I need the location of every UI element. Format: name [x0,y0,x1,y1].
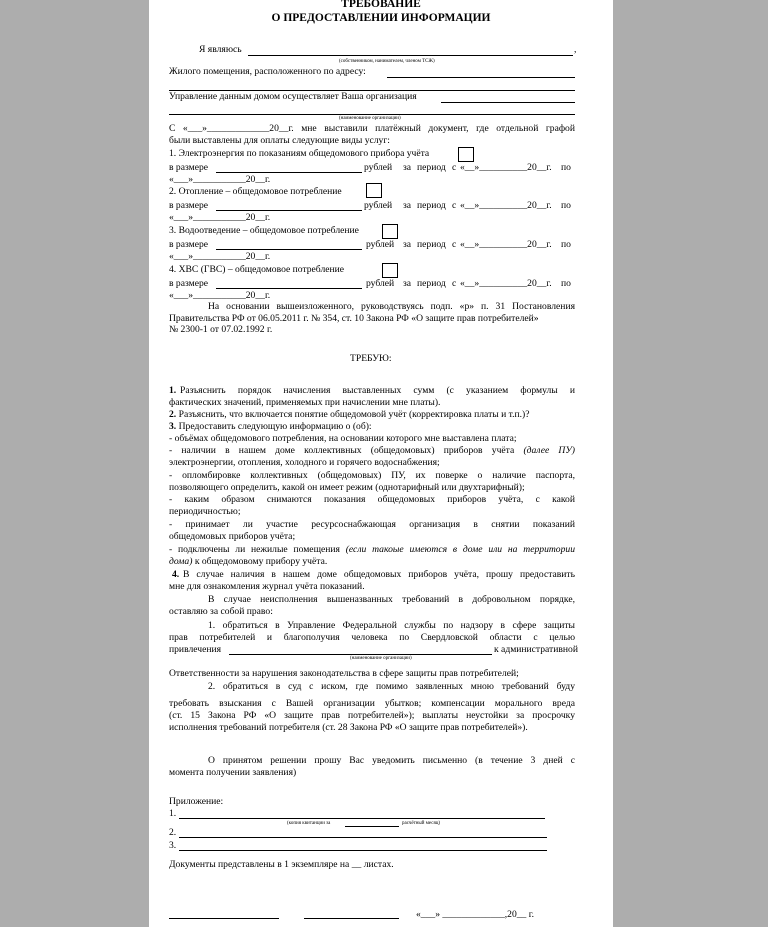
service-3-date-end[interactable]: «___»___________20__г. [169,251,271,262]
bullet-2-line-2: электроэнергии, отопления, холодного и горячего водоснабжения; [169,457,440,468]
appendix-2-line[interactable] [179,837,547,838]
comma: , [574,44,577,55]
right-2-line-4: исполнения требований потребителя (ст. 28 Закона РФ «О защите прав потребителей»). [169,722,528,733]
demand-2-text: Разъяснить, что включается понятие общедомовой учёт (корректировка платы и т.п.)? [178,409,530,420]
bullet-6-line-2 [169,556,327,568]
right-1-line-1: 1. обратиться в Управление Федеральной службы по надзору в сфере защиты [208,620,575,631]
document-title-line2: О ПРЕДОСТАВЛЕНИИ ИНФОРМАЦИИ [271,12,491,24]
address-label: Жилого помещения, расположенного по адресу: [169,66,366,77]
service-1-date-start[interactable]: «__»__________20__г. [460,162,552,173]
org-hint: (наименование организации) [339,116,401,121]
service-4-v-razmere: в размере [169,278,209,289]
service-2-za: за [403,200,412,211]
demand-1-text-1: Разъяснить порядок начисления выставленных сумм (с указанием формулы и [180,385,575,396]
appendix-copies: Документы представлены в 1 экземпляре на __ листах. [169,859,394,870]
service-1-amount-line[interactable] [216,172,362,173]
service-4-s: с [452,278,457,289]
demand-3-number: 3. [169,421,177,432]
service-2-date-start[interactable]: «__»__________20__г. [460,200,552,211]
rights-line-1: В случае неисполнения вышеназванных требований в добровольном порядке, [208,594,575,605]
address-line-1[interactable] [387,77,575,78]
s-date-line: С «___»_____________20__г. мне выставили платёжный документ, где отдельной графой [169,123,575,134]
service-3-za: за [403,239,412,250]
ya-yavlyayus-label: Я являюсь [199,44,242,55]
right-1-privlecheniya: привлечения [169,644,222,655]
service-2-s: с [452,200,457,211]
document-title-line1: ТРЕБОВАНИЕ [341,0,421,10]
service-4-date-end[interactable]: «___»___________20__г. [169,290,271,301]
service-2-checkbox[interactable] [366,183,382,198]
management-line-2[interactable] [169,114,575,115]
service-4-checkbox[interactable] [382,263,398,278]
right-2-line-1: 2. обратиться в суд с иском, где помимо заявленных мною требований буду [208,681,575,692]
notice-line-2: момента получении заявления) [169,767,297,778]
service-4-po: по [561,278,571,289]
signature-date[interactable]: «___» _____________,20__ г. [416,909,534,920]
bullet-3-line-1: - опломбировке коллективных (общедомовых) ПУ, их поверке о наличие паспорта, [169,470,575,481]
bullet-5-line-1: - принимает ли участие ресурсоснабжающая организация в снятии показаний [169,519,575,530]
service-3-po: по [561,239,571,250]
management-line-1[interactable] [441,102,575,103]
demand-4-text-1: В случае наличия в нашем доме общедомовых приборов учёта, прошу предоставить [183,569,575,580]
bullet-2-text: - наличии в нашем доме коллективных (общедомовых) приборов учёта [169,445,515,456]
service-4-rubley: рублей [366,278,395,289]
service-4-amount-line[interactable] [216,288,362,289]
bullet-5-line-2: общедомовых приборов учёта; [169,531,296,542]
demand-4-number-wrap [172,569,179,581]
demand-1-number: 1. [169,385,177,396]
appendix-2-number: 2. [169,827,177,838]
bullet-6-line-1 [169,544,575,556]
right-1-admin: к административной [494,644,578,655]
service-4-title: 4. ХВС (ГВС) – общедомовое потребление [169,264,345,275]
demand-2-line [169,409,530,421]
services-intro: были выставлены для оплаты следующие виды услуг: [169,135,390,146]
service-2-v-razmere: в размере [169,200,209,211]
appendix-1-number: 1. [169,808,177,819]
appendix-label: Приложение: [169,796,224,807]
appendix-1-hint-line [345,826,399,827]
right-1-org-line[interactable] [229,654,492,655]
appendix-1-line[interactable] [179,818,545,819]
service-4-period: период [417,278,446,289]
right-2-line-3: (ст. 15 Закона РФ «О защите прав потребителей»); выплаты неустойки за просрочку [169,710,575,721]
right-1-line-4: Ответственности за нарушения законодательства в сфере защиты прав потребителей; [169,668,519,679]
basis-line-2: Правительства РФ от 06.05.2011 г. № 354, ст. 10 Закона РФ «О защите прав потребителей» [169,313,539,324]
management-label: Управление данным домом осуществляет Ваша организация [169,91,417,102]
bullet-6-text-2: к общедомовому прибору учёта. [194,556,328,567]
appendix-3-line[interactable] [179,850,547,851]
service-1-po: по [561,162,571,173]
service-2-period: период [417,200,446,211]
service-3-checkbox[interactable] [382,224,398,239]
service-1-title: 1. Электроэнергия по показаниям общедомового прибора учёта [169,148,430,159]
name-line[interactable] [304,918,399,919]
rights-line-2: оставляю за собой право: [169,606,273,617]
demand-1-text-2: фактических значений, применяемых при начислении мне платы). [169,397,441,408]
service-1-v-razmere: в размере [169,162,209,173]
appendix-1-hint-b: расчётный месяц) [402,821,441,826]
demand-4-text-2: мне для ознакомления журнал учёта показаний. [169,581,365,592]
bullet-6-italic-2: дома) [169,556,193,567]
service-3-amount-line[interactable] [216,249,362,250]
bullet-6-text: - подключены ли нежилые помещения [169,544,340,555]
service-4-date-start[interactable]: «__»__________20__г. [460,278,552,289]
notice-line-1: О принятом решении прошу Вас уведомить письменно (в течение 3 дней с [208,755,575,766]
demand-2-number: 2. [169,409,177,420]
status-line[interactable] [248,55,573,56]
demand-heading: ТРЕБУЮ: [350,353,392,364]
service-4-za: за [403,278,412,289]
signature-line[interactable] [169,918,279,919]
demand-4-number: 4. [172,569,180,580]
bullet-6-italic: (если такоые имеются в доме или на территории [345,544,575,555]
bullet-4-line-1: - каким образом снимаются показания общедомовых приборов учёта, с какой [169,494,575,505]
service-1-checkbox[interactable] [458,147,474,162]
demand-1-line-1 [169,385,176,397]
service-3-title: 3. Водоотведение – общедомовое потребление [169,225,359,236]
right-2-line-2: требовать взыскания с Вашей организации убытков; компенсации морального вреда [169,698,575,709]
appendix-1-hint-a: (копия квитанции за [287,821,331,826]
basis-line-1: На основании вышеизложенного, руководствуясь подп. «р» п. 31 Постановления [208,301,575,312]
basis-line-3: № 2300-1 от 07.02.1992 г. [169,324,273,335]
document-page [149,0,613,927]
service-3-s: с [452,239,457,250]
service-2-date-end[interactable]: «___»___________20__г. [169,212,271,223]
right-1-org-hint: (наименование организации) [350,656,412,661]
service-3-date-start[interactable]: «__»__________20__г. [460,239,552,250]
appendix-3-number: 3. [169,840,177,851]
bullet-4-line-2: периодичностью; [169,506,241,517]
service-1-period: период [417,162,446,173]
service-3-period: период [417,239,446,250]
demand-3-text: Предоставить следующую информацию о (об): [178,421,372,432]
right-1-line-2: прав потребителей и благополучия человека по Свердловской области с целью [169,632,575,643]
bullet-1: - объёмах общедомового потребления, на основании которого мне выставлена плата; [169,433,517,444]
status-hint: (собственником, нанимателем, членом ТСЖ) [339,59,435,64]
bullet-3-line-2: позволяющего определить, какой он имеет режим (однотарифный или двухтарифный); [169,482,525,493]
service-3-rubley: рублей [366,239,395,250]
service-1-za: за [403,162,412,173]
service-2-po: по [561,200,571,211]
service-3-v-razmere: в размере [169,239,209,250]
bullet-2-italic: (далее ПУ) [523,445,575,456]
bullet-2-line-1 [169,445,575,457]
service-2-rubley: рублей [364,200,393,211]
service-1-date-end[interactable]: «___»___________20__г. [169,174,271,185]
service-1-s: с [452,162,457,173]
service-1-rubley: рублей [364,162,393,173]
service-2-amount-line[interactable] [216,210,362,211]
service-2-title: 2. Отопление – общедомовое потребление [169,186,342,197]
demand-3-line [169,421,372,433]
